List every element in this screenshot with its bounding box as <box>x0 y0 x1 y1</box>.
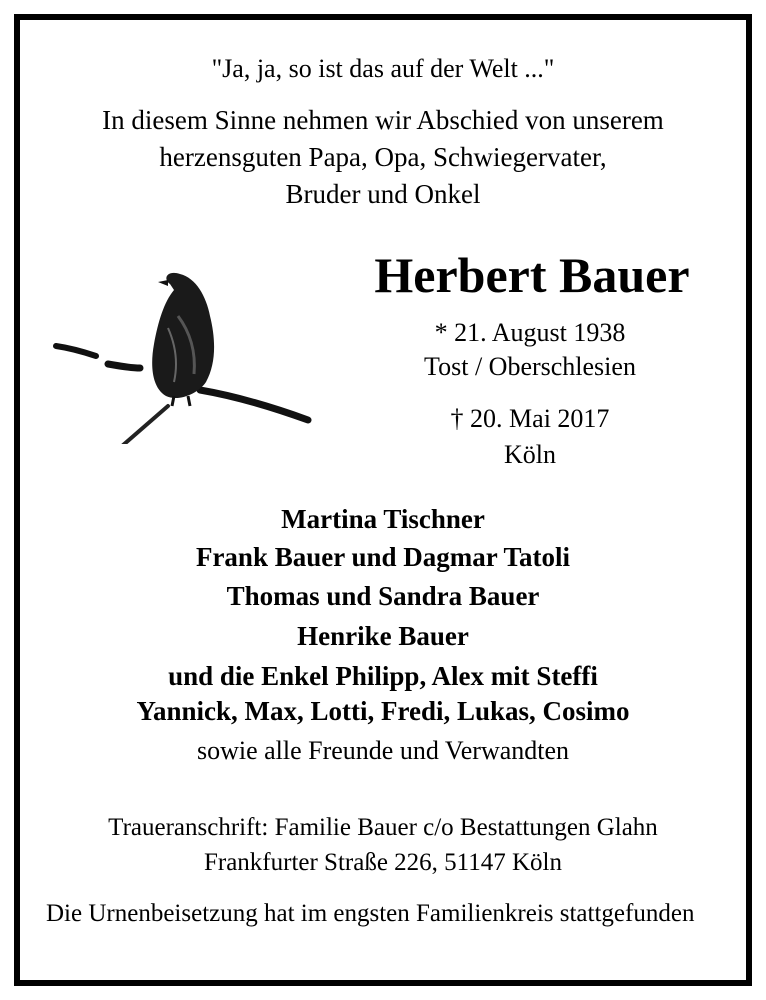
obituary-notice <box>14 14 752 986</box>
birth-date: * 21. August 1938 <box>434 318 626 347</box>
burial-note: Die Urnenbeisetzung hat im engsten Familienkreis stattgefunden <box>46 900 695 927</box>
intro-text <box>20 102 746 213</box>
intro-line: herzensguten Papa, Opa, Schwiegervater, <box>159 142 607 172</box>
family-member: Henrike Bauer <box>297 621 469 651</box>
intro-line: In diesem Sinne nehmen wir Abschied von unserem <box>102 105 664 135</box>
address-line: Traueranschrift: Familie Bauer c/o Bestattungen Glahn <box>108 814 658 841</box>
bird-illustration <box>50 256 312 444</box>
death-place: Köln <box>504 440 556 469</box>
family-member: Martina Tischner <box>281 504 485 534</box>
address-line: Frankfurter Straße 226, 51147 Köln <box>203 849 563 876</box>
family-member: Yannick, Max, Lotti, Fredi, Lukas, Cosimo <box>136 696 630 726</box>
friends-line: sowie alle Freunde und Verwandten <box>196 736 570 765</box>
family-member: Thomas und Sandra Bauer <box>226 581 540 611</box>
intro-line: Bruder und Onkel <box>285 179 481 209</box>
deceased-name: Herbert Bauer <box>374 247 690 303</box>
family-member: und die Enkel Philipp, Alex mit Steffi <box>168 661 598 691</box>
birth-place: Tost / Oberschlesien <box>424 352 636 381</box>
death-date: † 20. Mai 2017 <box>450 404 610 433</box>
quote: "Ja, ja, so ist das auf der Welt ..." <box>211 54 555 83</box>
family-member: Frank Bauer und Dagmar Tatoli <box>195 542 571 572</box>
